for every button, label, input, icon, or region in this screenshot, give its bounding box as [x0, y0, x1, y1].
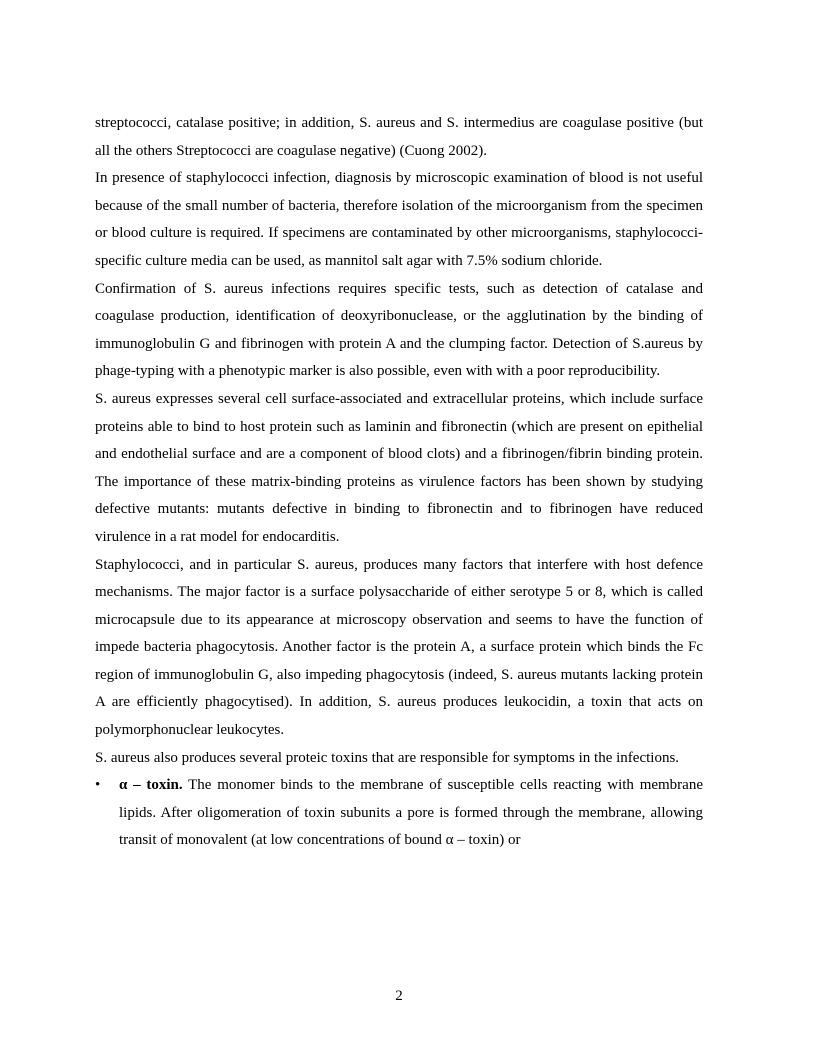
paragraph-1: streptococci, catalase positive; in addition, S. aureus and S. intermedius are coagulase positive (but all the others Streptococci are coagulase negative) (Cuong 2002).: [95, 115, 703, 159]
paragraph-6: S. aureus also produces several proteic toxins that are responsible for symptoms in the infections.: [95, 749, 680, 766]
page-number: 2: [395, 988, 403, 1004]
paragraph-2: In presence of staphylococci infection, diagnosis by microscopic examination of blood is not useful because of the small number of bacteria, therefore isolation of the microorganism from the specimen or blood culture is required. If specimens are contaminated by other microorganisms, staphylococci-specific culture media can be used, as mannitol salt agar with 7.5% sodium chloride.: [95, 170, 703, 269]
paragraph-3: Confirmation of S. aureus infections requires specific tests, such as detection of catalase and coagulase production, identification of deoxyribonuclease, or the agglutination by the binding of immunoglobulin G and fibrinogen with protein A and the clumping factor. Detection of S.aureus by phage-typing with a phenotypic marker is also possible, even with with a poor reproducibility.: [95, 280, 703, 380]
document-body: [95, 110, 703, 855]
bullet-term: α – toxin.: [119, 777, 183, 794]
paragraph-5: Staphylococci, and in particular S. aureus, produces many factors that interfere with host defence mechanisms. The major factor is a surface polysaccharide of either serotype 5 or 8, which is called microcapsule due to its appearance at microscopy observation and seems to have the function of impede bacteria phagocytosis. Another factor is the protein A, a surface protein which binds the Fc region of immunoglobulin G, also impeding phagocytosis (indeed, S. aureus mutants lacking protein A are efficiently phagocytised). In addition, S. aureus produces leukocidin, a toxin that acts on polymorphonuclear leukocytes.: [95, 556, 703, 739]
bullet-text: The monomer binds to the membrane of susceptible cells reacting with membrane lipids. After oligomeration of toxin subunits a pore is formed through the membrane, allowing transit of monovalent (at low concentrations of bound α – toxin) or: [119, 777, 703, 849]
bullet-marker: •: [95, 777, 101, 794]
paragraph-4: S. aureus expresses several cell surface-associated and extracellular proteins, which include surface proteins able to bind to host protein such as laminin and fibronectin (which are present on epithelial and endothelial surface and are a component of blood clots) and a fibrinogen/fibrin binding protein. The importance of these matrix-binding proteins as virulence factors has been shown by studying defective mutants: mutants defective in binding to fibronectin and to fibrinogen have reduced virulence in a rat model for endocarditis.: [95, 390, 703, 545]
bullet-item-alpha-toxin: [95, 772, 703, 855]
